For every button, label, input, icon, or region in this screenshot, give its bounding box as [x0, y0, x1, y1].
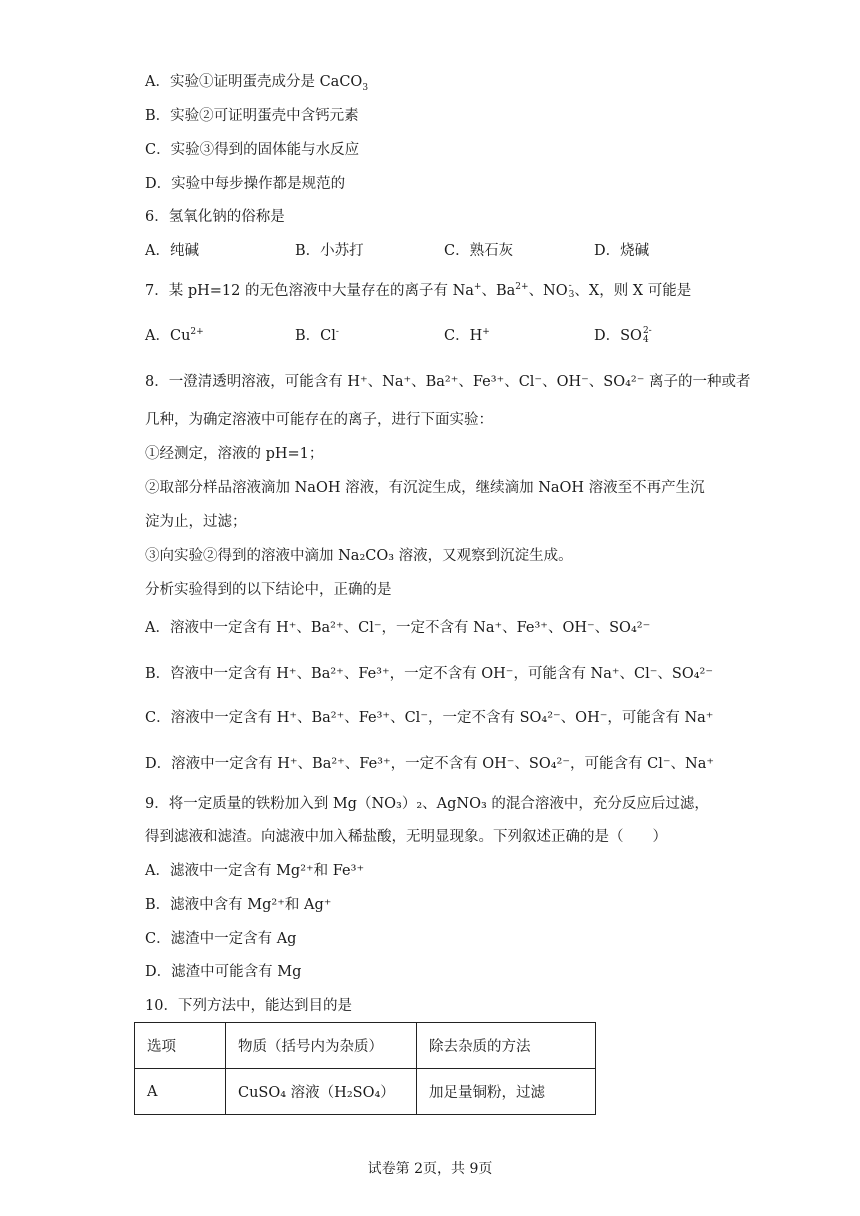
- q5-option-a: A．实验①证明蛋壳成分是 CaCO$_3$: [145, 74, 369, 93]
- q7-option-a: A．$Cu^{2+}$: [145, 327, 204, 344]
- q8-step-2-line1: ②取部分样品溶液滴加 NaOH 溶液，有沉淀生成，继续滴加 NaOH 溶液至不再产生沉: [145, 480, 705, 496]
- q6-option-b: B．小苏打: [295, 243, 364, 259]
- table-header-cell: 物质（括号内为杂质）: [226, 1023, 417, 1069]
- page-footer: 试卷第 2页，共 9页: [367, 1161, 493, 1177]
- table-header-cell: 除去杂质的方法: [417, 1023, 596, 1069]
- q5-option-c: C．实验③得到的固体能与水反应: [145, 142, 360, 158]
- table-header-cell: 选项: [135, 1023, 226, 1069]
- q10-table: [134, 1022, 596, 1115]
- table-cell: 加足量铜粉，过滤: [417, 1069, 596, 1115]
- q5-option-d: D．实验中每步操作都是规范的: [145, 176, 346, 192]
- q5-option-b: B．实验②可证明蛋壳中含钙元素: [145, 108, 359, 124]
- q8-option-b: B．咨液中一定含有 H⁺、Ba²⁺、Fe³⁺，一定不含有 OH⁻，可能含有 Na⁺、Cl⁻、SO₄²⁻: [145, 666, 714, 682]
- q9-option-b: B．滤液中含有 Mg²⁺和 Ag⁺: [145, 897, 332, 913]
- q9-stem-line1: 9．将一定质量的铁粉加入到 Mg（NO₃）₂、AgNO₃ 的混合溶液中，充分反应后过滤，: [145, 796, 709, 812]
- q9-option-c: C．滤渣中一定含有 Ag: [145, 931, 297, 947]
- q8-step-2-line2: 淀为止，过滤；: [145, 514, 247, 530]
- table-row: [135, 1069, 596, 1115]
- q9-option-d: D．滤渣中可能含有 Mg: [145, 964, 302, 980]
- q8-step-3: ③向实验②得到的溶液中滴加 Na₂CO₃ 溶液，又观察到沉淀生成。: [145, 548, 573, 564]
- q9-option-a: A．滤液中一定含有 Mg²⁺和 Fe³⁺: [145, 863, 365, 879]
- q6-stem: 6．氢氧化钠的俗称是: [145, 209, 285, 225]
- q8-option-a: A．溶液中一定含有 H⁺、Ba²⁺、Cl⁻，一定不含有 Na⁺、Fe³⁺、OH⁻、SO₄²⁻: [145, 620, 651, 636]
- table-cell: A: [135, 1069, 226, 1115]
- q8-step-1: ①经测定，溶液的 pH=1；: [145, 446, 324, 462]
- q8-question: 分析实验得到的以下结论中，正确的是: [145, 582, 392, 598]
- q10-stem: 10．下列方法中，能达到目的是: [145, 998, 352, 1014]
- q7-option-d: D．SO 2- 4: [594, 326, 652, 345]
- q8-option-c: C．溶液中一定含有 H⁺、Ba²⁺、Fe³⁺、Cl⁻，一定不含有 SO₄²⁻、OH⁻，可能含有 Na⁺: [145, 710, 714, 726]
- q6-option-a: A．纯碱: [145, 243, 199, 259]
- q9-stem-line2: 得到滤液和滤渣。向滤液中加入稀盐酸，无明显现象。下列叙述正确的是（ ）: [145, 829, 667, 845]
- q7-option-b: B．Cl-: [295, 327, 339, 344]
- q6-option-c: C．熟石灰: [444, 243, 514, 259]
- table-cell: CuSO₄ 溶液（H₂SO₄）: [226, 1069, 417, 1115]
- q8-stem-line1: 8．一澄清透明溶液，可能含有 H⁺、Na⁺、Ba²⁺、Fe³⁺、Cl⁻、OH⁻、SO₄²⁻ 离子的一种或者: [145, 374, 751, 390]
- q6-option-d: D．烧碱: [594, 243, 650, 259]
- q7-option-c: C．H+: [444, 327, 490, 344]
- table-header-row: [135, 1023, 596, 1069]
- q8-stem-line2: 几种，为确定溶液中可能存在的离子，进行下面实验：: [145, 412, 493, 428]
- q7-stem: 7．某 pH=12 的无色溶液中大量存在的离子有 Na+、$Ba^{2+}$、NO - 3 、X，则 X 可能是: [145, 281, 692, 300]
- q8-option-d: D．溶液中一定含有 H⁺、Ba²⁺、Fe³⁺，一定不含有 OH⁻、SO₄²⁻，可能含有 Cl⁻、Na⁺: [145, 756, 714, 772]
